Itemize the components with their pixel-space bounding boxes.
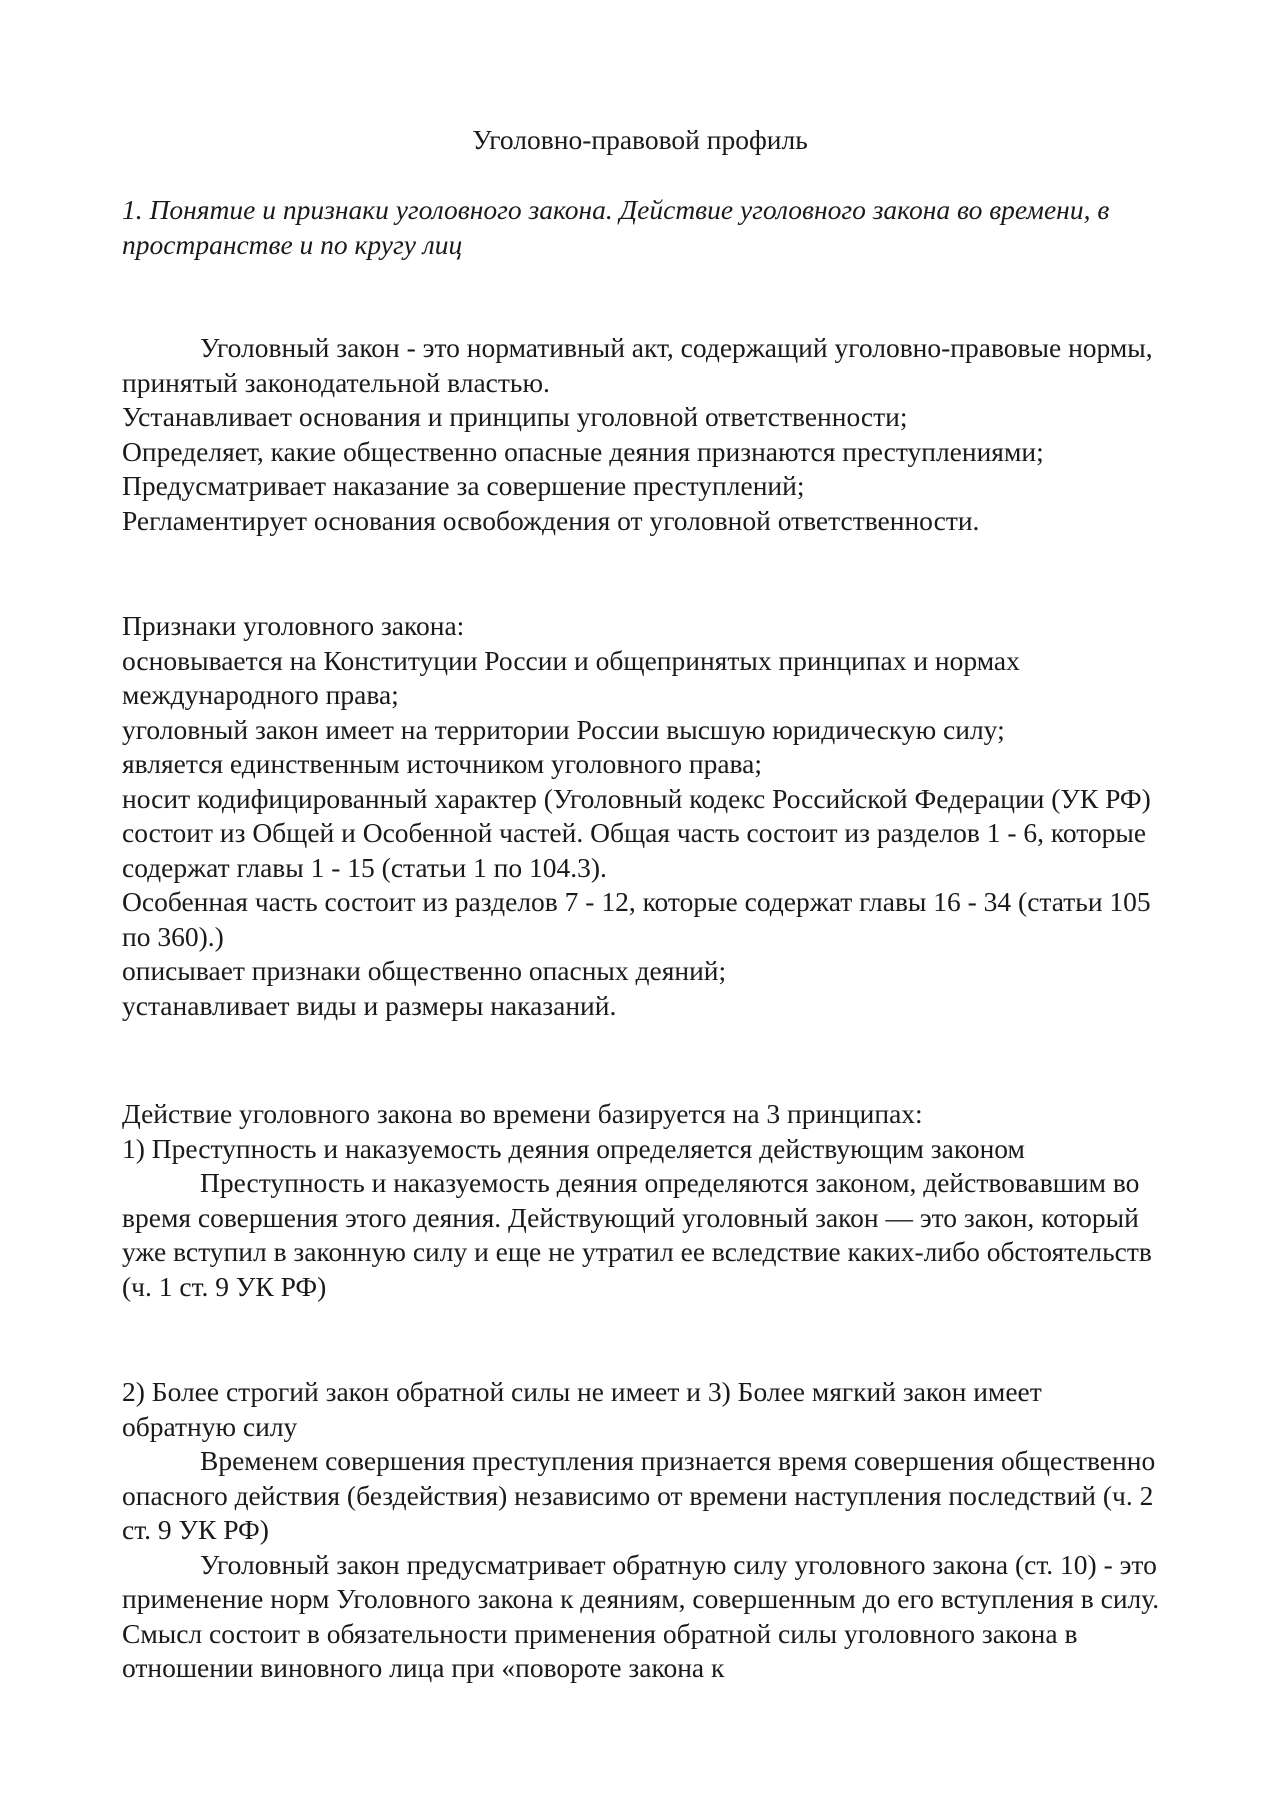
retroactivity-block: [122, 1375, 1162, 1686]
time-of-crime-paragraph: Временем совершения преступления признается время совершения общественно опасного действия (бездействия) независимо от времени наступления последствий (ч. 2 ст. 9 УК РФ): [122, 1445, 1156, 1545]
definition-paragraph: Уголовный закон - это нормативный акт, содержащий уголовно-правовые нормы, принятый законодательной властью.: [122, 332, 1153, 398]
list-item: уголовный закон имеет на территории России высшую юридическую силу;: [122, 713, 1005, 745]
list-item: Особенная часть состоит из разделов 7 - 12, которые содержат главы 16 - 34 (статьи 105 по 360).): [122, 886, 1151, 952]
list-item: устанавливает виды и размеры наказаний.: [122, 989, 617, 1021]
principle-1-paragraph: Преступность и наказуемость деяния определяются законом, действовавшим во время совершения этого деяния. Действующий уголовный закон — это закон, который уже вступил в законную силу и еще не утратил ее вследствие каких-либо обстоятельств (ч. 1 ст. 9 УК РФ): [122, 1167, 1152, 1302]
criminal-law-definition-block: [122, 331, 1162, 538]
list-item: Устанавливает основания и принципы уголовной ответственности;: [122, 401, 908, 432]
list-item: Предусматривает наказание за совершение преступлений;: [122, 470, 805, 501]
document-title: Уголовно-правовой профиль: [472, 124, 808, 155]
time-principles-block: [122, 1097, 1162, 1304]
features-heading: Признаки уголовного закона:: [122, 610, 465, 641]
list-item: носит кодифицированный характер (Уголовный кодекс Российской Федерации (УК РФ) состоит из Общей и Особенной частей. Общая часть состоит из разделов 1 - 6, которые содержат главы 1 - 15 (статьи 1 по 104.3).: [122, 782, 1151, 883]
list-item: описывает признаки общественно опасных деяний;: [122, 955, 727, 986]
list-item: Определяет, какие общественно опасные деяния признаются преступлениями;: [122, 435, 1044, 467]
list-item: Регламентирует основания освобождения от уголовной ответственности.: [122, 504, 980, 536]
retroactive-force-paragraph: Уголовный закон предусматривает обратную силу уголовного закона (ст. 10) - это применение норм Уголовного закона к деяниям, совершенным до его вступления в силу. Смысл состоит в обязательности применения обратной силы уголовного закона в отношении виновного лица при «повороте закона к: [122, 1548, 1160, 1683]
list-item: является единственным источником уголовного права;: [122, 748, 763, 779]
principle-1-title: 1) Преступность и наказуемость деяния определяется действующим законом: [122, 1132, 1025, 1164]
time-principles-heading: Действие уголовного закона во времени базируется на 3 принципах:: [122, 1098, 923, 1129]
principles-2-3-title: 2) Более строгий закон обратной силы не имеет и 3) Более мягкий закон имеет обратную силу: [122, 1376, 1042, 1442]
section-heading: 1. Понятие и признаки уголовного закона. Действие уголовного закона во времени, в пространстве и по кругу лиц: [122, 194, 1110, 260]
list-item: основывается на Конституции России и общепринятых принципах и нормах международного права;: [122, 644, 1020, 710]
criminal-law-features-block: [122, 609, 1162, 1023]
